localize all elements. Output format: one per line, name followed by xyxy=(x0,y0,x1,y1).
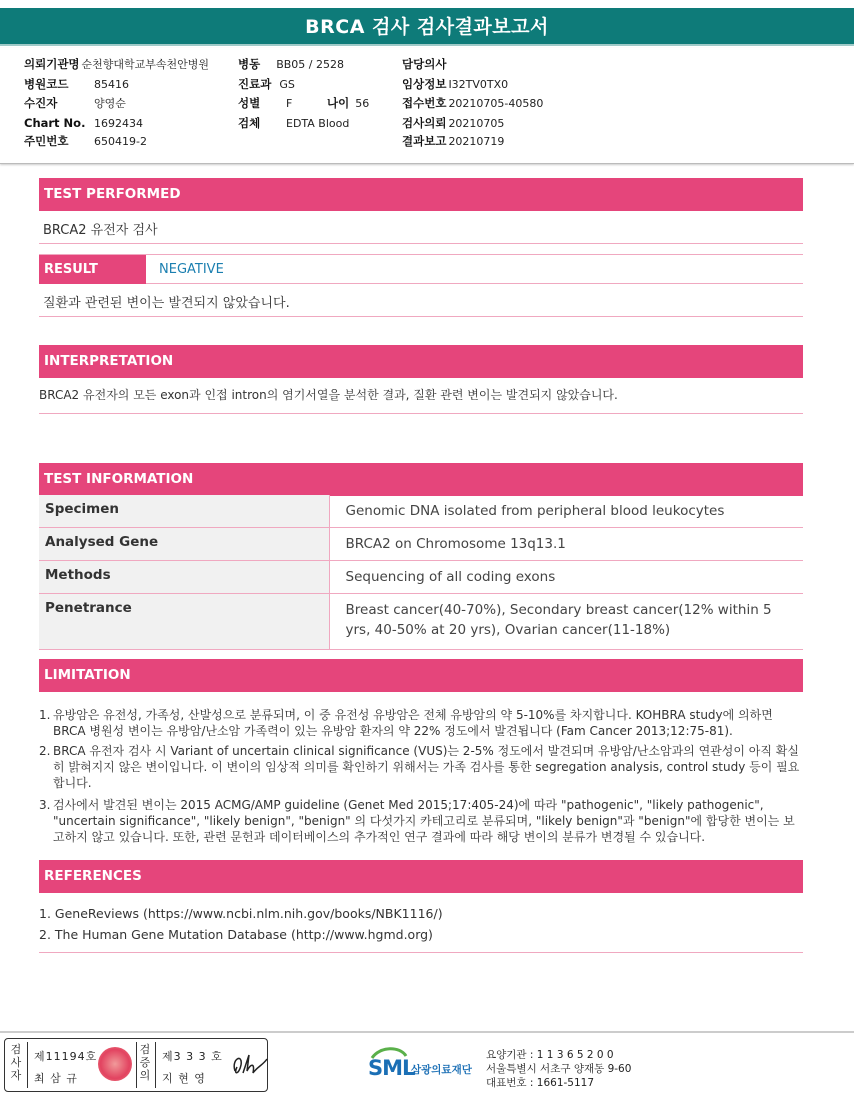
row-value: Breast cancer(40-70%), Secondary breast cancer(12% within 5 yrs, 40-50% at 20 yrs), Ovarian cancer(11-18%) xyxy=(329,594,803,650)
report-date-field: 결과보고 20210719 xyxy=(402,134,505,148)
row-value: Sequencing of all coding exons xyxy=(329,561,803,594)
divider xyxy=(39,413,803,414)
reference-item: 2. The Human Gene Mutation Database (http://www.hgmd.org) xyxy=(39,927,433,942)
signature-mark xyxy=(229,1049,269,1081)
hospital-code-field: 병원코드 85416 xyxy=(24,77,129,91)
interpretation-heading: INTERPRETATION xyxy=(39,345,803,378)
org-address: 서울특별시 서초구 양재동 9-60 xyxy=(486,1063,632,1075)
limitation-heading: LIMITATION xyxy=(39,659,803,692)
confirmer-name: 지 현 영 xyxy=(162,1072,206,1085)
limitation-item: 2. BRCA 유전자 검사 시 Variant of uncertain clinical significance (VUS)는 2-5% 정도에서 발견되며 유방암/난소암과의 연관성이 아직 확실히 밝혀지지 않은 변이입니다. 이 변이의 임상적 의미를 확인하기 위해서는 가족 검사를 통한 segregation analysis, control study 등이 필요합니다. xyxy=(39,744,800,790)
result-row xyxy=(39,254,803,284)
row-key: Methods xyxy=(39,561,329,594)
reference-item: 1. GeneReviews (https://www.ncbi.nlm.nih.gov/books/NBK1116/) xyxy=(39,906,443,921)
row-key: Analysed Gene xyxy=(39,528,329,561)
table-row xyxy=(39,561,803,594)
inspector-number: 제11194호 xyxy=(34,1050,98,1063)
divider xyxy=(39,316,803,317)
row-value: BRCA2 on Chromosome 13q13.1 xyxy=(329,528,803,561)
chart-no-field: Chart No. 1692434 xyxy=(24,116,143,130)
row-value: Genomic DNA isolated from peripheral blood leukocytes xyxy=(329,495,803,528)
request-date-field: 검사의뢰 20210705 xyxy=(402,116,505,130)
age-field: 나이 56 xyxy=(327,96,370,110)
specimen-field: 검체 EDTA Blood xyxy=(238,116,350,130)
official-seal xyxy=(98,1047,132,1081)
org-phone: 대표번호 : 1661-5117 xyxy=(486,1077,595,1089)
org-code: 요양기관 : 1 1 3 6 5 2 0 0 xyxy=(486,1049,614,1061)
org-name: 삼광의료재단 xyxy=(411,1064,472,1076)
divider xyxy=(39,952,803,953)
sex-field: 성별 F xyxy=(238,96,293,110)
dept-field: 진료과 GS xyxy=(238,77,295,91)
doctor-field: 담당의사 xyxy=(402,57,447,71)
limitation-item: 3. 검사에서 발견된 변이는 2015 ACMG/AMP guideline (Genet Med 2015;17:405-24)에 따라 "pathogenic", "likely pathogenic", "uncertain significance", "likely benign", "benign" 의 다섯가지 카테고리로 분류되며, "likely benign"과 "benign"에 합당한 변이는 보고하지 않고 있습니다. 또한, 관련 문헌과 데이터베이스의 추가적인 연구 결과에 따라 해당 변이의 분류가 변경될 수 있습니다. xyxy=(39,798,795,844)
row-key: Penetrance xyxy=(39,594,329,650)
limitation-item: 1. 유방암은 유전성, 가족성, 산발성으로 분류되며, 이 중 유전성 유방암은 전체 유방암의 약 5-10%를 차지합니다. KOHBRA study에 의하면 BRCA 병원성 변이는 유방암/난소암 가족력이 있는 유방암 환자의 약 22% 정도에서 발견됩니다 (Fam Cancer 2013;12:75-81). xyxy=(39,708,773,738)
patient-info xyxy=(0,48,854,164)
test-information-heading: TEST INFORMATION xyxy=(39,463,803,496)
table-row xyxy=(39,528,803,561)
test-information-table xyxy=(39,495,803,650)
sml-logo-text: SML xyxy=(368,1056,415,1080)
institution-field: 의뢰기관명 순천향대학교부속천안병원 xyxy=(24,57,210,71)
divider xyxy=(39,243,803,244)
receipt-field: 접수번호 20210705-40580 xyxy=(402,96,544,110)
confirmer-label: 검 증 의 xyxy=(139,1043,151,1082)
report-title: BRCA 검사 검사결과보고서 xyxy=(0,8,854,46)
test-performed-heading: TEST PERFORMED xyxy=(39,178,803,211)
confirmer-number: 제3 3 3 호 xyxy=(162,1050,223,1063)
row-key: Specimen xyxy=(39,495,329,528)
result-label: RESULT xyxy=(39,255,146,284)
references-heading: REFERENCES xyxy=(39,860,803,893)
inspector-label: 검 사 자 xyxy=(10,1043,22,1082)
result-description: 질환과 관련된 변이는 발견되지 않았습니다. xyxy=(43,296,290,311)
patient-name-field: 수진자 양영순 xyxy=(24,96,126,110)
ward-field: 병동 BB05 / 2528 xyxy=(238,57,345,71)
footer-divider xyxy=(0,1031,854,1033)
interpretation-text: BRCA2 유전자의 모든 exon과 인접 intron의 염기서열을 분석한 결과, 질환 관련 변이는 발견되지 않았습니다. xyxy=(39,388,618,402)
signature-box xyxy=(4,1038,268,1092)
result-value: NEGATIVE xyxy=(159,262,224,277)
table-row xyxy=(39,594,803,650)
test-performed-value: BRCA2 유전자 검사 xyxy=(43,223,158,238)
inspector-name: 최 삼 규 xyxy=(34,1072,78,1085)
table-row xyxy=(39,495,803,528)
clinical-info-field: 임상정보 I32TV0TX0 xyxy=(402,77,509,91)
resident-id-field: 주민번호 650419-2 xyxy=(24,134,147,148)
